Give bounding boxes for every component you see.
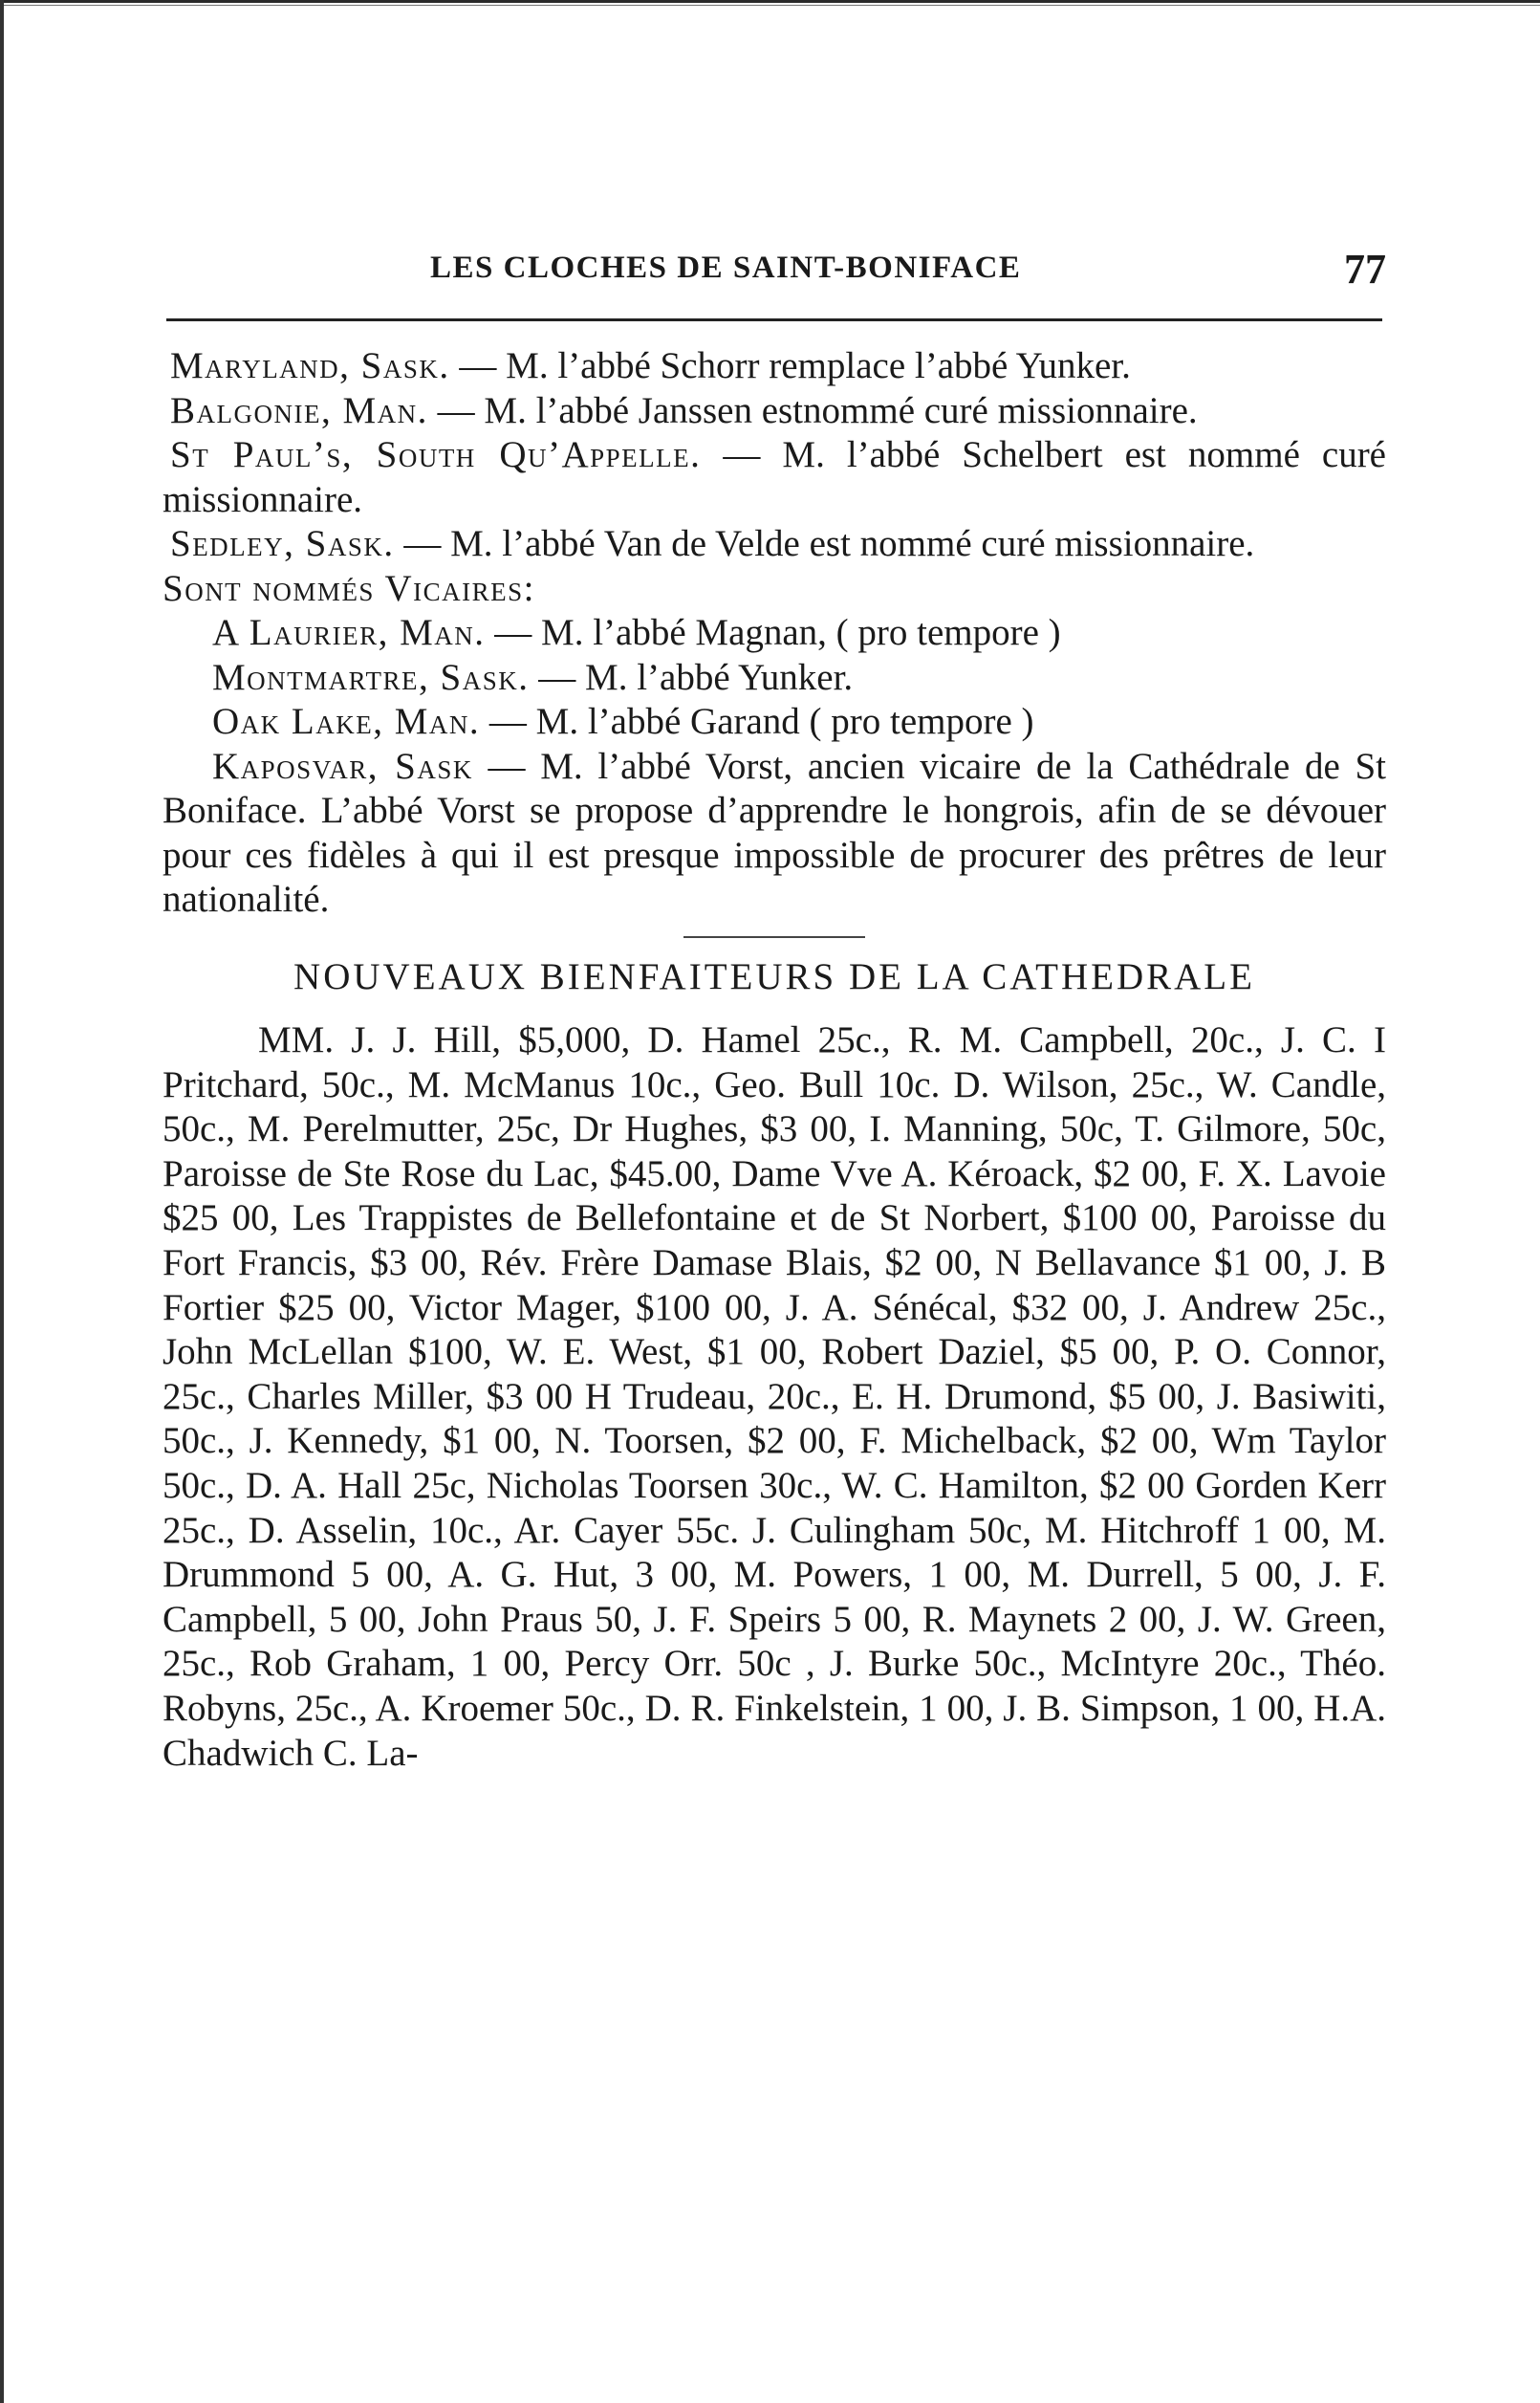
- vicaire-entry: [163, 656, 1386, 701]
- place-name: Kaposvar, Sask: [212, 745, 473, 787]
- appointment-text: — M. l’abbé Schelbert est nommé curé missionnaire.: [163, 434, 1386, 520]
- vicaire-text: — M. l’abbé Vorst, ancien vicaire de la Cathédrale de St Boniface. L’abbé Vorst se propose d’apprendre le hongrois, afin de se dévouer pour ces fidèles à qui il est presque impossible de procurer des prêtres de leur nationalité.: [163, 745, 1386, 920]
- appointment-entry: [163, 344, 1386, 389]
- running-head: [163, 246, 1386, 298]
- book-page: [163, 0, 1386, 2403]
- place-name: Montmartre, Sask.: [212, 656, 530, 698]
- left-border-rule: [0, 0, 4, 2403]
- vicaire-entry: [163, 745, 1386, 923]
- benefactors-list: MM. J. J. Hill, $5,000, D. Hamel 25c., R. M. Campbell, 20c., J. C. I Pritchard, 50c., M. McManus 10c., Geo. Bull 10c. D. Wilson, 25c., W. Candle, 50c., M. Perelmutter, 25c, Dr Hughes, $3 00, I. Manning, 50c, T. Gilmore, 50c, Paroisse de Ste Rose du Lac, $45.00, Dame Vve A. Kéroack, $2 00, F. X. Lavoie $25 00, Les Trappistes de Bellefontaine et de St Norbert, $100 00, Paroisse du Fort Francis, $3 00, Rév. Frère Damase Blais, $2 00, N Bellavance $1 00, J. B Fortier $25 00, Victor Mager, $100 00, J. A. Sénécal, $32 00, J. Andrew 25c., John McLellan $100, W. E. West, $1 00, Robert Daziel, $5 00, P. O. Connor, 25c., Charles Miller, $3 00 H Trudeau, 20c., E. H. Drumond, $5 00, J. Basiwiti, 50c., J. Kennedy, $1 00, N. Toorsen, $2 00, F. Michelback, $2 00, Wm Taylor 50c., D. A. Hall 25c, Nicholas Toorsen 30c., W. C. Hamilton, $2 00 Gorden Kerr 25c., D. Asselin, 10c., Ar. Cayer 55c. J. Culingham 50c, M. Hitchroff 1 00, M. Drummond 5 00, A. G. Hut, 3 00, M. Powers, 1 00, M. Durrell, 5 00, J. F. Campbell, 5 00, John Praus 50, J. F. Speirs 5 00, R. Maynets 2 00, J. W. Green, 25c., Rob Graham, 1 00, Percy Orr. 50c , J. Burke 50c., McIntyre 20c., Théo. Robyns, 25c., A. Kroemer 50c., D. R. Finkelstein, 1 00, J. B. Simpson, 1 00, H.A. Chadwich C. La-: [163, 1019, 1386, 1774]
- place-name: A Laurier, Man.: [212, 612, 486, 653]
- vicaire-text: — M. l’abbé Yunker.: [529, 656, 854, 698]
- vicaire-text: — M. l’abbé Magnan, ( pro tempore ): [485, 612, 1061, 653]
- place-name: St Paul’s, South Qu’Appelle.: [170, 434, 702, 475]
- appointment-text: — M. l’abbé Janssen estnommé curé missionnaire.: [427, 389, 1198, 431]
- section-divider: [683, 936, 865, 938]
- appointment-text: — M. l’abbé Schorr remplace l’abbé Yunker.: [449, 345, 1131, 386]
- vicaires-label: Sont nommés Vicaires:: [163, 567, 536, 609]
- appointment-entry: [163, 433, 1386, 522]
- vicaire-entry: [163, 700, 1386, 745]
- vicaire-text: — M. l’abbé Garand ( pro tempore ): [480, 701, 1034, 742]
- place-name: Sedley, Sask.: [170, 523, 395, 564]
- benefactors-heading: NOUVEAUX BIENFAITEURS DE LA CATHEDRALE: [293, 955, 1255, 997]
- page-number: 77: [1344, 246, 1386, 293]
- vicaire-entry: [163, 611, 1386, 656]
- place-name: Maryland, Sask.: [170, 345, 450, 386]
- place-name: Balgonie, Man.: [170, 389, 428, 431]
- header-rule: [166, 318, 1382, 321]
- place-name: Oak Lake, Man.: [212, 701, 481, 742]
- appointment-text: — M. l’abbé Van de Velde est nommé curé missionnaire.: [394, 523, 1255, 564]
- appointment-entry: [163, 522, 1386, 567]
- appointment-entry: [163, 389, 1386, 434]
- running-title: LES CLOCHES DE SAINT-BONIFACE: [430, 251, 1022, 285]
- page-body: [163, 344, 1386, 1776]
